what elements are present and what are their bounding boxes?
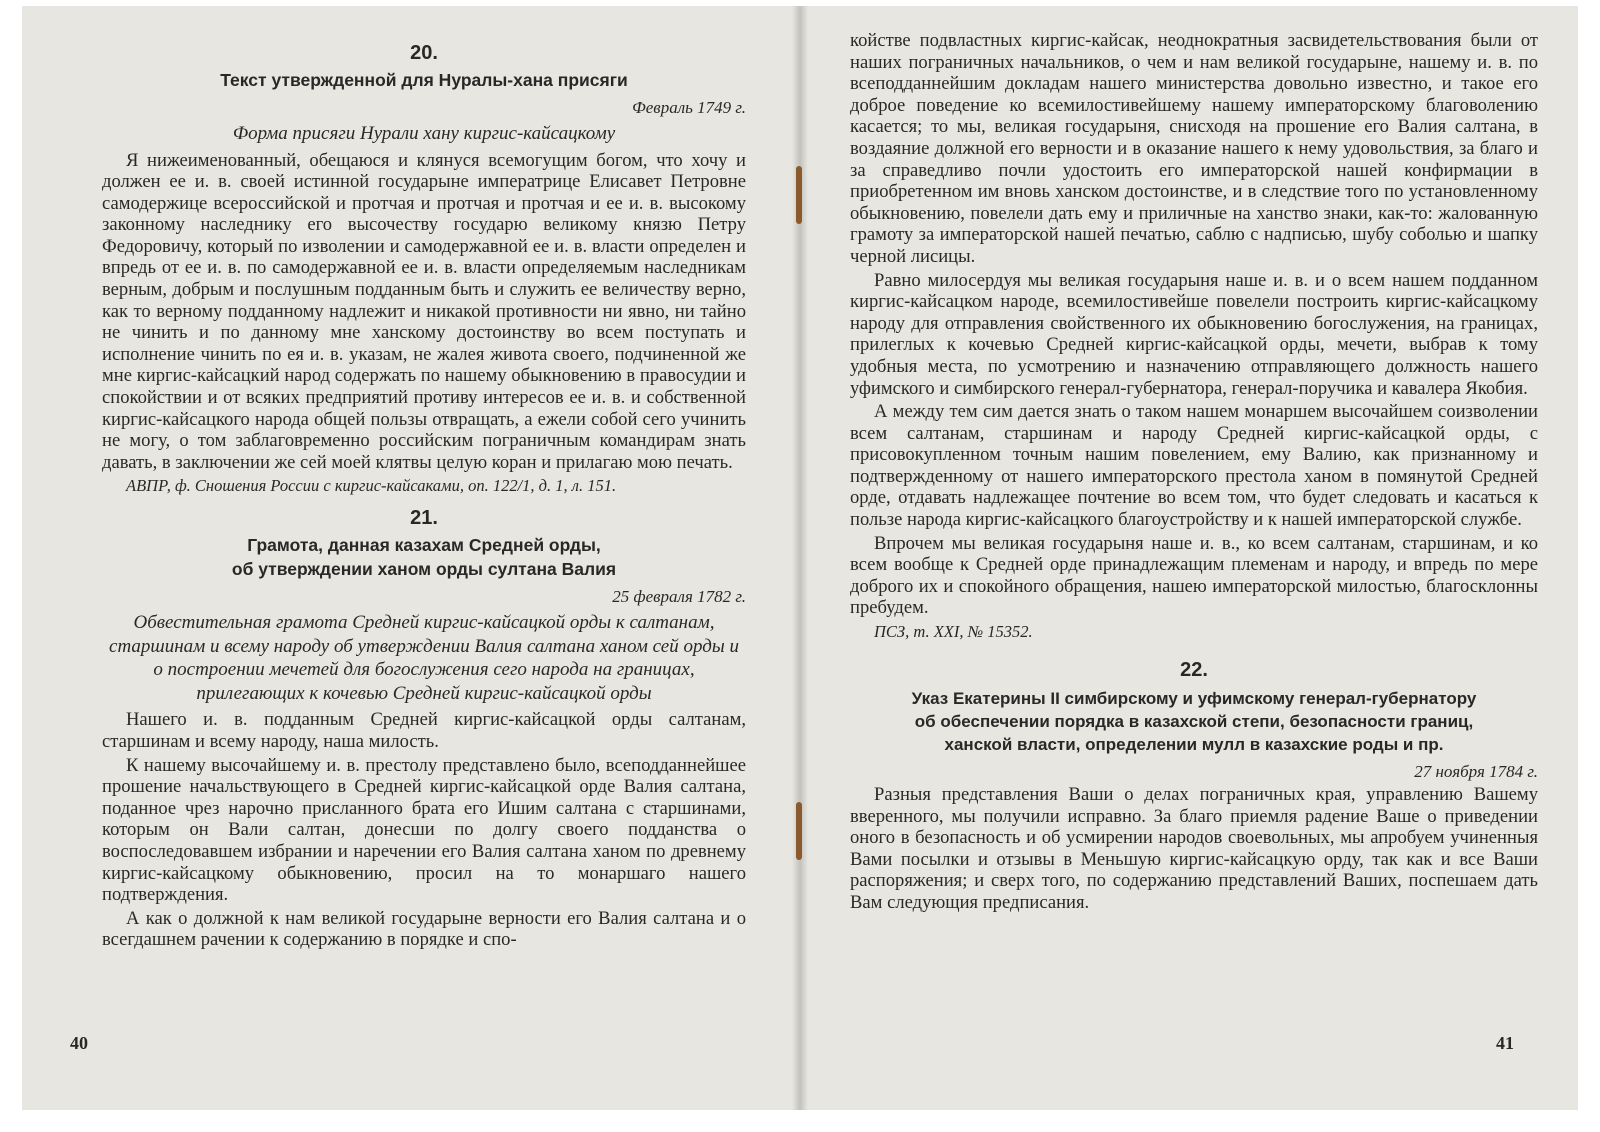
body-paragraph: Равно милосердуя мы великая государыня наше и. в. и о всем нашем подданном киргис-кайсацком народе, всемилостивейше повелели построить киргис-кайсацкому народу для отправления свойственного их обыкновению богослужения, на границах, прилеглых к кочевью Средней киргис-кайсацкой орды, мечети, выбрав к тому удобныя места, по усмотрению и назначению отправляющего должность нашего уфимского и симбирского генерал-губернатора, генерал-поручика и кавалера Якобия. — [850, 269, 1538, 399]
body-paragraph: К нашему высочайшему и. в. престолу представлено было, всеподданнейшее прошение начальствующего в Средней киргис-кайсацкой орде Валия салтана, поданное чрез нарочно присланного брата его Ишим салтана с старшинами, которым он Вали салтан, донесши по долгу своего подданства о воспоследовавшем избрании и наречении его Валия салтана ханом по древнему киргис-кайсацкому обыкновению, просил на то монаршаго нашего подтверждения. — [102, 754, 746, 906]
page-number: 41 — [1496, 1033, 1514, 1053]
document-title-line: Указ Екатерины II симбирскому и уфимскому генерал-губернатору — [911, 689, 1477, 709]
document-21-continued — [850, 30, 1538, 643]
document-subtitle: Обвестительная грамота Средней киргис-кайсацкой орды к салтанам, старшинам и всему народу об утверждении Валия салтана ханом сей орды и о построении мечетей для богослужения сего народа на границах, прилегающих к кочевью Средней киргис-кайсацкой орды — [109, 612, 739, 704]
document-date: 27 ноября 1784 г. — [1414, 762, 1538, 782]
body-paragraph: А между тем сим дается знать о таком нашем монаршем высочайшем соизволении всем салтанам, старшинам и народу Средней киргис-кайсацкой орды, с присовокупленном точным нашим повелением, ему Валию, как признанному и подтвержденному от нашего императорского престола ханом в помянутой Средней орде, отдавать надлежащее почтение во всем том, что будет следовать и касаться к пользе народа киргис-кайсацкого благоустройству и к нашей императорской службе. — [850, 401, 1538, 531]
document-22 — [850, 657, 1538, 914]
body-paragraph: Нашего и. в. подданным Средней киргис-кайсацкой орды салтанам, старшинам и всему народу, наша милость. — [102, 709, 746, 752]
document-20 — [102, 40, 746, 497]
document-subtitle: Форма присяги Нурали хану киргис-кайсацкому — [232, 123, 616, 144]
document-21 — [102, 505, 746, 951]
book-spread — [22, 6, 1578, 1110]
document-title-line: ханской власти, определении мулл в казахские роды и пр. — [944, 735, 1444, 755]
archival-source: ПСЗ, т. XXI, № 15352. — [874, 622, 1033, 642]
body-paragraph: Впрочем мы великая государыня наше и. в., ко всем салтанам, старшинам, и ко всем вообще к Средней орде принадлежащим племенам и народу, и впредь по мере доброго их и спокойного обращения, нашею императорской милостью, благосклонны пребудем. — [850, 532, 1538, 619]
document-number: 21. — [410, 507, 438, 530]
document-date: Февраль 1749 г. — [632, 98, 746, 117]
left-page — [22, 6, 800, 1110]
right-page — [800, 6, 1578, 1110]
document-title-line: об утверждении ханом орды султана Валия — [231, 559, 617, 580]
document-title-line: Грамота, данная казахам Средней орды, — [247, 535, 601, 556]
body-paragraph: Разныя представления Ваши о делах пограничных края, управлению Вашему вверенного, мы получили исправно. За благо приемля радение Ваше о приведении оного в безопасность и об усмирении народов своевольных, мы апробуем учиненныя Вами посылки и отзывы в Меньшую киргис-кайсацкую орду, так как и все Ваши распоряжения; и сверх того, по содержанию представлений Ваших, поспешаем дать Вам следующия предписания. — [850, 784, 1538, 913]
body-paragraph: А как о должной к нам великой государыне верности его Валия салтана и о всегдашнем рачении к содержанию в порядке и спо- — [102, 907, 746, 951]
document-date: 25 февраля 1782 г. — [612, 587, 746, 607]
body-paragraph: Я нижеименованный, обещаюся и клянуся всемогущим богом, что хочу и должен ее и. в. своей истинной государыне императрице Елисавет Петровне самодержице всероссийской и протчая и протчая и протчая и ее и. в. высокому законному наследнику его высочеству государю великому князю Петру Федоровичу, который по изволении и самодержавной ее и. в. власти определен и впредь от ее и. в. по самодержавной ее и. в. власти определяемым наследникам верным, добрым и послушным подданным быть и служить ее величеству верно, как то верному подданному надлежит и никакой противности ни явно, ни тайно не чинить и по данному мне ханскому достоинству во всем поступать и исполнение чинить по ея и. в. указам, не жалея живота своего, подчиненной же мне киргис-кайсацкий народ содержать по нашему обыкновению в правосудии и спокойствии и от всяких предприятий противу интересов ее и. в. и собственной киргис-кайсацкого народа общей пользы отвращать, а ежели собой сего учинить не могу, о том заблаговременно российским пограничным командирам знать давать, в заключении же сей моей клятвы целую коран и прилагаю мою печать. — [102, 149, 746, 473]
document-title: Текст утвержденной для Нуралы-хана присяги — [220, 70, 628, 90]
document-number: 20. — [410, 42, 438, 64]
page-number: 40 — [70, 1033, 88, 1053]
archival-source: АВПР, ф. Сношения России с киргис-кайсаками, оп. 122/1, д. 1, л. 151. — [126, 476, 617, 496]
document-number: 22. — [1180, 659, 1208, 682]
body-paragraph: койстве подвластных киргис-кайсак, неоднократныя засвидетельствования были от наших пограничных начальников, о чем и нам великой государыне, нашему и. в. по всеподданнейшим докладам нашего министерства довольно известно, и такое его доброе поведение ко всемилостивейшему нашему императорскому благоволению касается; то мы, великая государыня, снисходя на прошение его Валия салтана, в воздаяние должной его верности и в оказание нашего к нему удовольствия, за благо и за справедливо почли удостоить его императорской нашей конфирмации в приобретенном им вновь ханском достоинстве, и в следствие того по установленному обыкновению, повелели дать ему и приличные на ханство знаки, как-то: жалованную грамоту за императорской нашей печатью, саблю с надписью, шубу соболью и шапку черной лисицы. — [850, 30, 1538, 267]
document-title-line: об обеспечении порядка в казахской степи, безопасности границ, — [914, 712, 1474, 732]
